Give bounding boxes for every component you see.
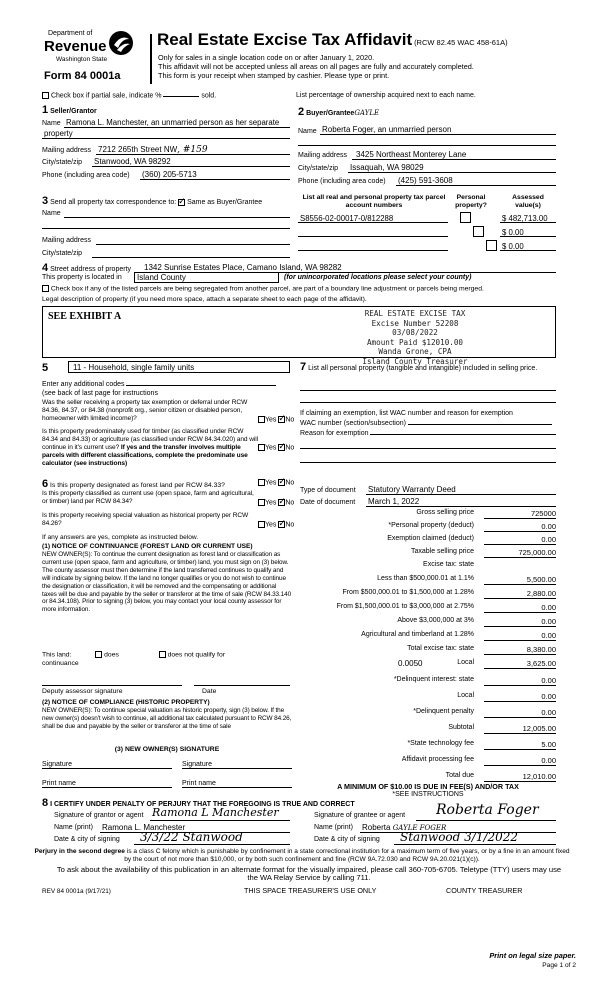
page-number: Page 1 of 2	[542, 962, 576, 969]
revenue-swirl-icon	[108, 30, 134, 56]
county-select[interactable]: Island County	[134, 272, 279, 283]
grantor-date-field[interactable]: 3/3/22 Stanwood	[140, 830, 243, 844]
bracket2-value[interactable]: 2,880.00	[484, 589, 556, 599]
header-divider	[150, 34, 152, 84]
deputy-date-label: Date	[202, 688, 217, 695]
bracket1-value[interactable]: 5,500.00	[484, 575, 556, 585]
seller-mail-field[interactable]: 7212 265th Street NW, #159	[98, 145, 208, 155]
see-instructions: *SEE INSTRUCTIONS	[392, 791, 464, 798]
street-address-field[interactable]: 1342 Sunrise Estates Place, Camano Island, WA 98282	[144, 263, 342, 272]
delinq-penalty-label: *Delinquent penalty	[413, 708, 474, 715]
corr-name-field[interactable]	[64, 217, 290, 218]
bracket1-label: Less than $500,000.01 at 1.1%	[377, 575, 474, 582]
correspondence-row: 3 Send all property tax correspondence to: ✓ Same as Buyer/Grantee	[42, 195, 262, 208]
parcel-row-2-personal-checkbox[interactable]	[473, 226, 484, 237]
legal-label: Legal description of property (if you need more space, attach a separate sheet to each page of the affidavit).	[42, 296, 367, 303]
gross-row	[296, 509, 556, 520]
located-label: This property is located in	[42, 274, 122, 281]
subtotal-label: Subtotal	[448, 724, 474, 731]
grantee-name-field[interactable]: Roberta GAYLE FOGER	[362, 823, 447, 832]
parcel-row-1-acct[interactable]: S8556-02-00017-0/812288	[300, 214, 394, 223]
grantor-sig-line	[150, 820, 290, 821]
grantor-signature[interactable]: Ramona L Manchester	[152, 806, 279, 819]
buyer-name-label: Name	[298, 128, 317, 135]
bracket3-value[interactable]: 0.00	[484, 603, 556, 613]
parcels-col3-header: Assessed value(s)	[512, 194, 544, 210]
seller-name-field2[interactable]: property	[44, 129, 73, 138]
local-rate-value[interactable]: 0.0050	[398, 659, 423, 668]
legal-description-text: SEE EXHIBIT A	[48, 311, 122, 322]
deputy-date-field[interactable]	[194, 685, 290, 686]
notice2-heading: (2) NOTICE OF COMPLIANCE (HISTORIC PROPERTY)	[42, 699, 210, 706]
sec6-q3-answer: Yes ✓ No	[258, 521, 294, 530]
stamp-line1: REAL ESTATE EXCISE TAX	[364, 309, 466, 318]
sec6-q2-no-checkbox[interactable]	[278, 499, 285, 506]
reason-line3[interactable]	[300, 462, 556, 463]
segregated-checkbox[interactable]	[42, 285, 49, 292]
total-state-row	[296, 645, 556, 656]
taxable-row	[296, 548, 556, 559]
sec5-q1-no-checkbox[interactable]	[278, 416, 285, 423]
tech-value[interactable]: 5.00	[484, 740, 556, 750]
buyer-mail-label: Mailing address	[298, 152, 348, 159]
wac-label: WAC number (section/subsection)	[300, 420, 552, 428]
buyer-name-line2	[298, 145, 556, 146]
sec6-q1: 6 Is this property designated as forest land per RCW 84.33?	[42, 478, 225, 490]
local2-label: Local	[457, 692, 474, 699]
taxable-value[interactable]: 725,000.00	[484, 548, 556, 558]
sec5-q2: Is this property predominately used for timber (as classified under RCW 84.34 and 84.33) or agriculture (as classified under RCW 84.34.020) and will continue in it's current use? If yes and the transfer involves multiple parcels with different classifications, complete the predominate use calculator (see instructions)	[42, 428, 258, 467]
affidavit-label: Affidavit processing fee	[401, 756, 474, 763]
state-header-row	[296, 561, 556, 572]
bracket4-row	[296, 617, 556, 628]
bracket3-label: From $1,500,000.01 to $3,000,000 at 2.75%	[336, 603, 474, 610]
affidavit-row	[296, 756, 556, 767]
parcel-row-1-personal-checkbox[interactable]	[460, 212, 471, 223]
grantee-sig-line	[416, 820, 556, 821]
reason-line2[interactable]	[300, 448, 556, 449]
corr-name-label: Name	[42, 210, 61, 217]
sec5-q1-yes-checkbox[interactable]	[258, 416, 265, 423]
parcels-col2-header: Personal property?	[455, 194, 487, 210]
stamp-line2: Excise Number 52208	[371, 318, 459, 328]
bracket2-row	[296, 589, 556, 600]
exempt-claimed-label: Exemption claimed (deduct)	[387, 535, 474, 542]
buyer-heading: 2 Buyer/GranteeGAYLE	[298, 106, 380, 118]
delinq-state-value[interactable]: 0.00	[484, 676, 556, 686]
bracket4-label: Above $3,000,000 at 3%	[397, 617, 474, 624]
legal-paper-note: Print on legal size paper.	[489, 951, 576, 960]
parcel-row-3-value[interactable]: $ 0.00	[502, 242, 524, 251]
county-treasurer: COUNTY TREASURER	[446, 886, 523, 895]
state-label: Excise tax: state	[423, 561, 474, 568]
sec7-line1[interactable]	[300, 390, 556, 391]
grantor-name-field[interactable]: Ramona L. Manchester	[102, 823, 186, 832]
stamp-line6: Island County Treasurer	[362, 356, 468, 366]
reason-label: Reason for exemption	[300, 430, 556, 438]
print-name-label-2: Print name	[182, 780, 216, 787]
seller-phone-label: Phone (including area code)	[42, 172, 130, 179]
doc-date-label: Date of document	[300, 499, 356, 506]
dept-line1: Department of	[48, 30, 93, 37]
sec6-q2: Is this property classified as current use (open space, farm and agricultural, or timber) land per RCW 84.34?	[42, 490, 254, 505]
sec6-q3-no-checkbox[interactable]	[278, 521, 285, 528]
exempt-value[interactable]: 0.00	[484, 535, 556, 545]
local-value[interactable]: 3,625.00	[484, 659, 556, 669]
seller-mail-label: Mailing address	[42, 147, 92, 154]
delinq-state-label: *Delinquent interest: state	[393, 676, 474, 683]
buyer-name-field[interactable]: Roberta Foger, an unmarried person	[322, 125, 452, 134]
personal-value[interactable]: 0.00	[484, 522, 556, 532]
additional-codes-label: Enter any additional codes	[42, 381, 276, 389]
local2-value[interactable]: 0.00	[484, 692, 556, 702]
gross-label: Gross selling price	[416, 509, 474, 516]
accessibility-text: To ask about the availability of this publication in an alternate format for the visually impaired, please call 360-705-6705. Teletype (TTY) users may use the WA Relay Service by calling 711.	[56, 865, 562, 883]
notice1-body: NEW OWNER(S): To continue the current designation as forest land or classification as current use (open space, farm and agriculture, or timber) land, you must sign on (3) below. The county assessor must then determine if the land transferred continues to qualify and will indicate by signing below. If the land no longer qualifies or you do not wish to continue the designation or classification, it will be removed and the compensating or additional taxes will be due and payable by the seller or transferor at the time of sale (RCW 84.33.140 or 84.34.108). Prior to signing (3) below, you may contact your local county assessor for more information.	[42, 551, 292, 614]
stamp-line3: 03/08/2022	[392, 328, 438, 338]
seller-city-field[interactable]: Stanwood, WA 98292	[94, 157, 171, 166]
corr-name-field2[interactable]	[42, 228, 290, 229]
notice3-heading: (3) NEW OWNER(S) SIGNATURE	[114, 746, 220, 753]
same-as-buyer-checkbox[interactable]	[178, 199, 185, 206]
parcel-row-1-value[interactable]: $ 482,713.00	[502, 214, 548, 223]
partial-sale: Check box if partial sale, indicate % sold.	[42, 92, 216, 101]
excise-stamp	[320, 309, 510, 367]
sec6-q2-yes-checkbox[interactable]	[258, 499, 265, 506]
corr-mail-field[interactable]	[96, 244, 290, 245]
header-sub3: This form is your receipt when stamped by cashier. Please type or print.	[158, 71, 390, 80]
sec6-q1-yes-checkbox[interactable]	[258, 479, 265, 486]
sec7-row: 7 List all personal property (tangible and intangible) included in selling price.	[300, 361, 538, 373]
taxable-label: Taxable selling price	[410, 548, 474, 555]
sec5-num: 5	[42, 362, 49, 374]
total-label: Total due	[445, 772, 474, 779]
grantor-name-label: Name (print)	[54, 824, 93, 831]
signature-label-2: Signature	[182, 761, 212, 768]
list-percentage: List percentage of ownership acquired next to each name.	[296, 92, 476, 99]
seller-heading: 1 Seller/Grantor	[42, 104, 97, 116]
buyer-city-label: City/state/zip	[298, 165, 339, 172]
parcel-row-3-acct[interactable]	[298, 250, 448, 251]
parcels-col1-header: List all real and personal property tax parcel account numbers	[302, 194, 446, 210]
personal-label: *Personal property (deduct)	[388, 522, 474, 529]
grantee-signature[interactable]: Roberta Foger	[436, 802, 539, 818]
seller-phone-field[interactable]: (360) 205-5713	[142, 170, 197, 179]
bracket1-row	[296, 575, 556, 586]
grantee-date-label: Date & city of signing	[314, 836, 380, 843]
street-row: 4 Street address of property	[42, 262, 132, 274]
sec7-line2[interactable]	[300, 402, 556, 403]
local-label: Local	[457, 659, 474, 666]
if-yes-text: If any answers are yes, complete as instructed below.	[42, 534, 199, 541]
parcel-row-2-value[interactable]: $ 0.00	[502, 228, 524, 237]
bracket5-value[interactable]: 0.00	[484, 631, 556, 641]
sec6-q2-answer: Yes ✓ No	[258, 499, 294, 508]
total-state-label: Total excise tax: state	[407, 645, 474, 652]
minimum-note: A MINIMUM OF $10.00 IS DUE IN FEE(S) AND/OR TAX	[337, 782, 519, 791]
print-name-label-1: Print name	[42, 780, 76, 787]
sec5-q2-no-checkbox[interactable]	[278, 444, 285, 451]
tech-row	[296, 740, 556, 751]
partial-sale-checkbox[interactable]	[42, 92, 49, 99]
bracket3-row	[296, 603, 556, 614]
segregated-row: Check box if any of the listed parcels are being segregated from another parcel, are part of a boundary line adjustment or parcels being merged.	[42, 285, 484, 293]
delinq-state-row	[296, 676, 556, 687]
buyer-city-field[interactable]: Issaquah, WA 98029	[350, 163, 424, 172]
bracket4-value[interactable]: 0.00	[484, 617, 556, 627]
sec5-q1-answer: Yes ✓ No	[258, 416, 294, 425]
stamp-line5: Wanda Grone, CPA	[378, 347, 452, 357]
subtotal-value[interactable]: 12,005.00	[484, 724, 556, 734]
affidavit-value[interactable]: 0.00	[484, 756, 556, 766]
delinq-penalty-value[interactable]: 0.00	[484, 708, 556, 718]
land-use-select[interactable]: 11 - Household, single family units	[68, 361, 290, 373]
grantee-name-label: Name (print)	[314, 824, 353, 831]
header-sub1: Only for sales in a single location code on or after January 1, 2020.	[158, 53, 375, 62]
dor-logo	[40, 30, 146, 86]
seller-name-label: Name	[42, 120, 61, 127]
grantor-sig-label: Signature of grantor or agent	[54, 812, 144, 819]
buyer-phone-label: Phone (including area code)	[298, 178, 386, 185]
seller-name-line2	[42, 138, 290, 139]
corr-city-field[interactable]	[92, 257, 290, 258]
delinq-penalty-row	[296, 708, 556, 719]
form-title: Real Estate Excise Tax Affidavit (RCW 82.45 WAC 458-61A)	[157, 30, 508, 49]
buyer-phone-field[interactable]: (425) 591-3608	[398, 176, 453, 185]
sec5-q2-yes-checkbox[interactable]	[258, 444, 265, 451]
this-land-row: This land: does does not qualify for	[42, 651, 225, 659]
seller-name-field[interactable]: Ramona L. Manchester, an unmarried person as her separate	[66, 118, 280, 127]
continuance-label: continuance	[42, 660, 79, 667]
local-row	[296, 659, 556, 670]
stamp-line4: Amount Paid $12010.00	[366, 337, 463, 347]
sec5-q2-answer: Yes ✓ No	[258, 444, 294, 453]
header-sub2: This affidavit will not be accepted unless all areas on all pages are fully and accurately completed.	[158, 62, 474, 71]
sec6-q1-no-checkbox[interactable]	[278, 479, 285, 486]
perjury-text: Perjury in the second degree is a class C felony which is punishable by confinement in a state correctional institution for a maximum term of five years, or by a fine in an amount fixed by the court of not more than $10,000, or by both such confinement and fine (RCW 9A.72.030 and RCW 9A.20.021(1)(c)).	[34, 848, 570, 863]
total-state-value[interactable]: 8,380.00	[484, 645, 556, 655]
buyer-mail-field[interactable]: 3425 Northeast Monterey Lane	[356, 150, 467, 159]
grantee-sig-label: Signature of grantee or agent	[314, 812, 406, 819]
bracket5-row	[296, 631, 556, 642]
does-checkbox[interactable]	[95, 651, 102, 658]
grantor-date-label: Date & city of signing	[54, 836, 120, 843]
sec6-q1-answer: Yes ✓ No	[258, 479, 294, 488]
subtotal-row	[296, 724, 556, 735]
unincorporated-note: (for unincorporated locations please select your county)	[284, 274, 472, 281]
seller-city-label: City/state/zip	[42, 159, 83, 166]
sec6-q3: Is this property receiving special valuation as historical property per RCW 84.26?	[42, 512, 249, 527]
dept-line3: Washington State	[56, 56, 108, 63]
parcel-row-2-acct[interactable]	[298, 236, 448, 237]
deputy-signature-field[interactable]	[42, 685, 182, 686]
corr-mail-label: Mailing address	[42, 237, 92, 244]
exempt-label: If claiming an exemption, list WAC number and reason for exemption	[300, 410, 513, 417]
doc-date-field[interactable]: March 1, 2022	[368, 497, 420, 506]
exempt-row	[296, 535, 556, 546]
sec6-q3-yes-checkbox[interactable]	[258, 521, 265, 528]
doc-type-label: Type of document	[300, 487, 356, 494]
bracket5-label: Agricultural and timberland at 1.28%	[361, 631, 474, 638]
gross-value[interactable]: 725000	[484, 509, 556, 519]
see-last-page: (see back of last page for instructions	[42, 390, 158, 397]
deputy-label: Deputy assessor signature	[42, 688, 123, 695]
bracket2-label: From $500,000.01 to $1,500,000 at 1.28%	[342, 589, 474, 596]
local2-row	[296, 692, 556, 703]
tech-label: *State technology fee	[407, 740, 474, 747]
doc-type-field[interactable]: Statutory Warranty Deed	[368, 485, 456, 494]
corr-city-label: City/state/zip	[42, 250, 83, 257]
does-not-checkbox[interactable]	[159, 651, 166, 658]
dept-line2: Revenue	[44, 38, 107, 55]
rev-number: REV 84 0001a (9/17/21)	[42, 888, 111, 895]
form-number: Form 84 0001a	[44, 70, 121, 82]
treasurer-use-only: THIS SPACE TREASURER'S USE ONLY	[244, 886, 377, 895]
personal-row	[296, 522, 556, 533]
certify-row: 8 I CERTIFY UNDER PENALTY OF PERJURY THAT THE FOREGOING IS TRUE AND CORRECT	[42, 797, 355, 809]
notice2-body: NEW OWNER(S): To continue special valuation as historic property, sign (3) below. If the new owner(s) doesn't wish to continue, all additional tax calculated pursuant to RCW 84.26, shall be due and payable by the seller or transferor at the time of sale	[42, 707, 292, 730]
notice1-heading: (1) NOTICE OF CONTINUANCE (FOREST LAND OR CURRENT USE)	[42, 543, 253, 550]
grantee-date-field[interactable]: Stanwood 3/1/2022	[400, 830, 519, 844]
parcel-row-3-personal-checkbox[interactable]	[486, 240, 497, 251]
sec5-q1: Was the seller receiving a property tax exemption or deferral under RCW 84.36, 84.37, or 84.38 (nonprofit org., senior citizen or disabled person, homeowner with limited income)?	[42, 399, 248, 422]
signature-label-1: Signature	[42, 761, 72, 768]
total-value[interactable]: 12,010.00	[484, 772, 556, 782]
